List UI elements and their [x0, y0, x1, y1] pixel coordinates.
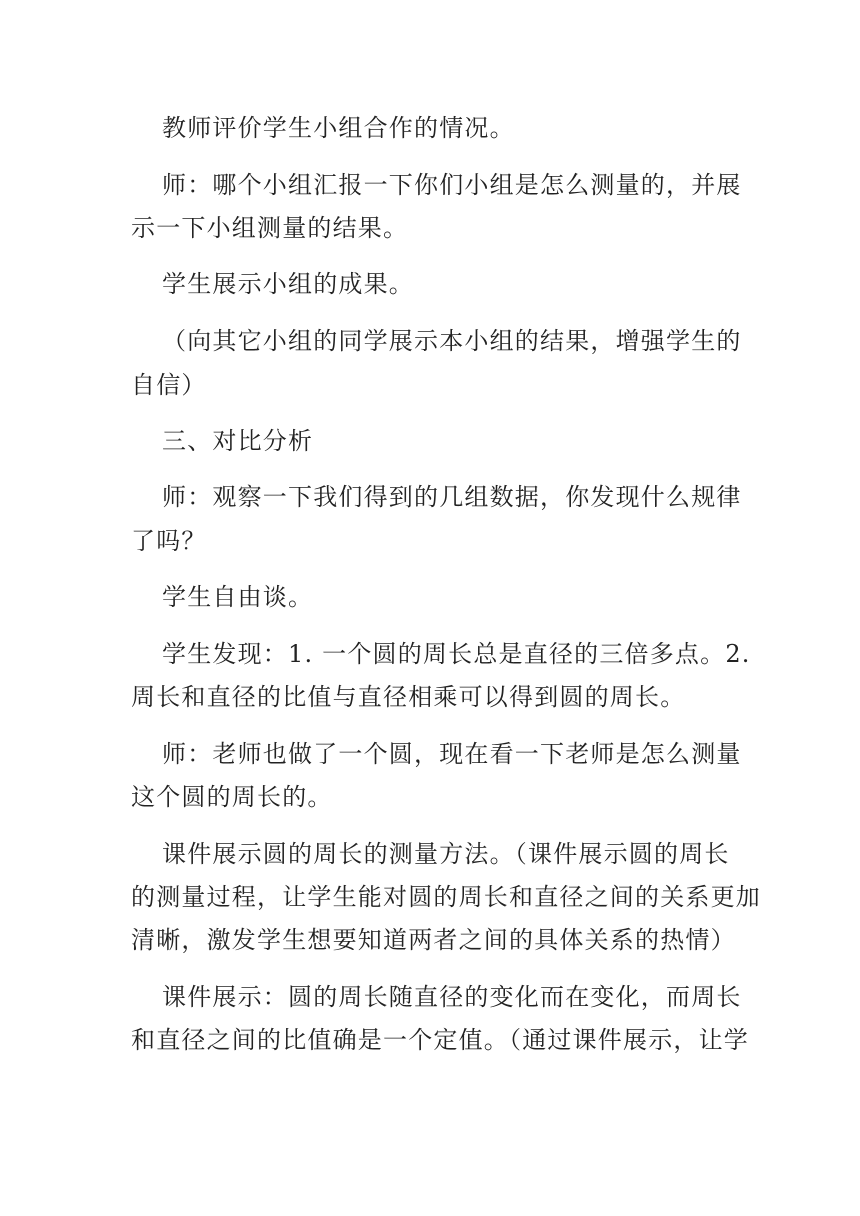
paragraph-line: 学生自由谈。	[162, 583, 314, 611]
paragraph-line: 课件展示：圆的周长随直径的变化而在变化，而周长	[162, 983, 742, 1011]
paragraph-line: 师：哪个小组汇报一下你们小组是怎么测量的，并展	[162, 171, 742, 199]
paragraph-line: 师：观察一下我们得到的几组数据，你发现什么规律	[162, 483, 742, 511]
paragraph-line: 了吗？	[131, 527, 207, 555]
paragraph-line: 师：老师也做了一个圆，现在看一下老师是怎么测量	[162, 740, 742, 768]
paragraph-line: （向其它小组的同学展示本小组的结果，增强学生的	[162, 327, 742, 355]
paragraph-line: 教师评价学生小组合作的情况。	[162, 114, 515, 142]
paragraph-line: 和直径之间的比值确是一个定值。（通过课件展示，让学	[131, 1026, 749, 1054]
paragraph-line: 清晰，激发学生想要知道两者之间的具体关系的热情）	[131, 926, 736, 954]
paragraph-line: 课件展示圆的周长的测量方法。（课件展示圆的周长	[162, 840, 730, 868]
paragraph-line: 的测量过程，让学生能对圆的周长和直径之间的关系更加	[131, 883, 761, 911]
paragraph-line: 这个圆的周长的。	[131, 783, 333, 811]
paragraph-line: 示一下小组测量的结果。	[131, 214, 409, 242]
paragraph-line: 学生展示小组的成果。	[162, 270, 414, 298]
paragraph-line: 自信）	[131, 371, 207, 399]
paragraph-line: 周长和直径的比值与直径相乘可以得到圆的周长。	[131, 683, 686, 711]
paragraph-line: 学生发现：1. 一个圆的周长总是直径的三倍多点。2.	[162, 640, 751, 668]
section-heading: 三、对比分析	[162, 427, 314, 455]
